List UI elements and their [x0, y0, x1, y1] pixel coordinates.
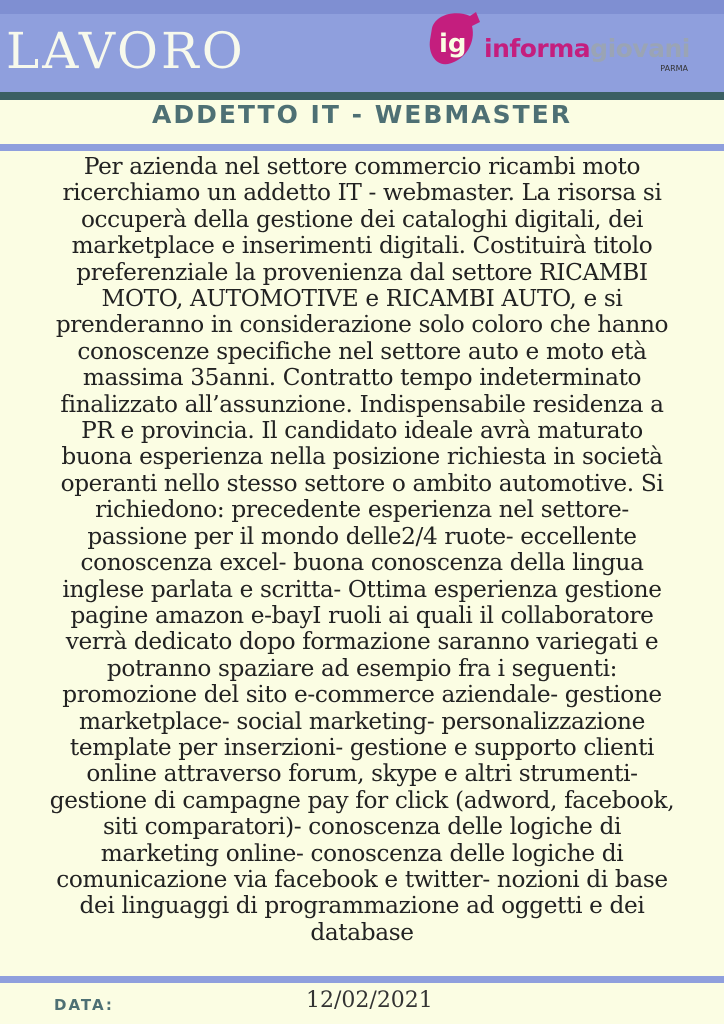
logo-word-informa: informa [484, 34, 591, 63]
date-value: 12/02/2021 [306, 988, 433, 1013]
section-title: LAVORO [6, 22, 246, 80]
ig-logo-icon [426, 8, 482, 74]
logo-mark-glyph: ig [439, 29, 467, 59]
job-title: ADDETTO IT - WEBMASTER [151, 100, 573, 129]
divider-top [0, 144, 724, 151]
divider-bottom [0, 976, 724, 983]
divider-dark [0, 92, 724, 100]
header-banner [0, 0, 724, 92]
logo-word-giovani: giovani [590, 34, 690, 63]
logo-city: PARMA [660, 64, 688, 73]
job-description: Per azienda nel settore commercio ricambi moto ricerchiamo un addetto IT - webmaster. La risorsa si occuperà della gestione dei cataloghi digitali, dei marketplace e inserimenti digitali. Costituirà titolo preferenziale la provenienza dal settore RICAMBI MOTO, AUTOMOTIVE e RICAMBI AUTO, e si prenderanno in considerazione solo coloro che hanno conoscenze specifiche nel settore auto e moto età massima 35anni. Contratto tempo indeterminato finalizzato all’assunzione. Indispensabile residenza a PR e provincia. Il candidato ideale avrà maturato buona esperienza nella posizione richiesta in società operanti nello stesso settore o ambito automotive. Si richiedono: precedente esperienza nel settore- passione per il mondo delle2/4 ruote- eccellente conoscenza excel- buona conoscenza della lingua inglese parlata e scritta- Ottima esperienza gestione pagine amazon e-bayI ruoli ai quali il collaboratore verrà dedicato dopo formazione saranno variegati e potranno spaziare ad esempio fra i seguenti: promozione del sito e-commerce aziendale- gestione marketplace- social marketing- personalizzazione template per inserzioni- gestione e supporto clienti online attraverso forum, skype e altri strumenti- gestione di campagne pay for click (adword, facebook, siti comparatori)- conoscenza delle logiche di marketing online- conoscenza delle logiche di comunicazione via facebook e twitter- nozioni di base dei linguaggi di programmazione ad oggetti e dei database [49, 153, 675, 946]
logo-wordmark [484, 34, 690, 63]
informagiovani-logo [426, 8, 716, 78]
date-label: DATA: [54, 996, 114, 1014]
